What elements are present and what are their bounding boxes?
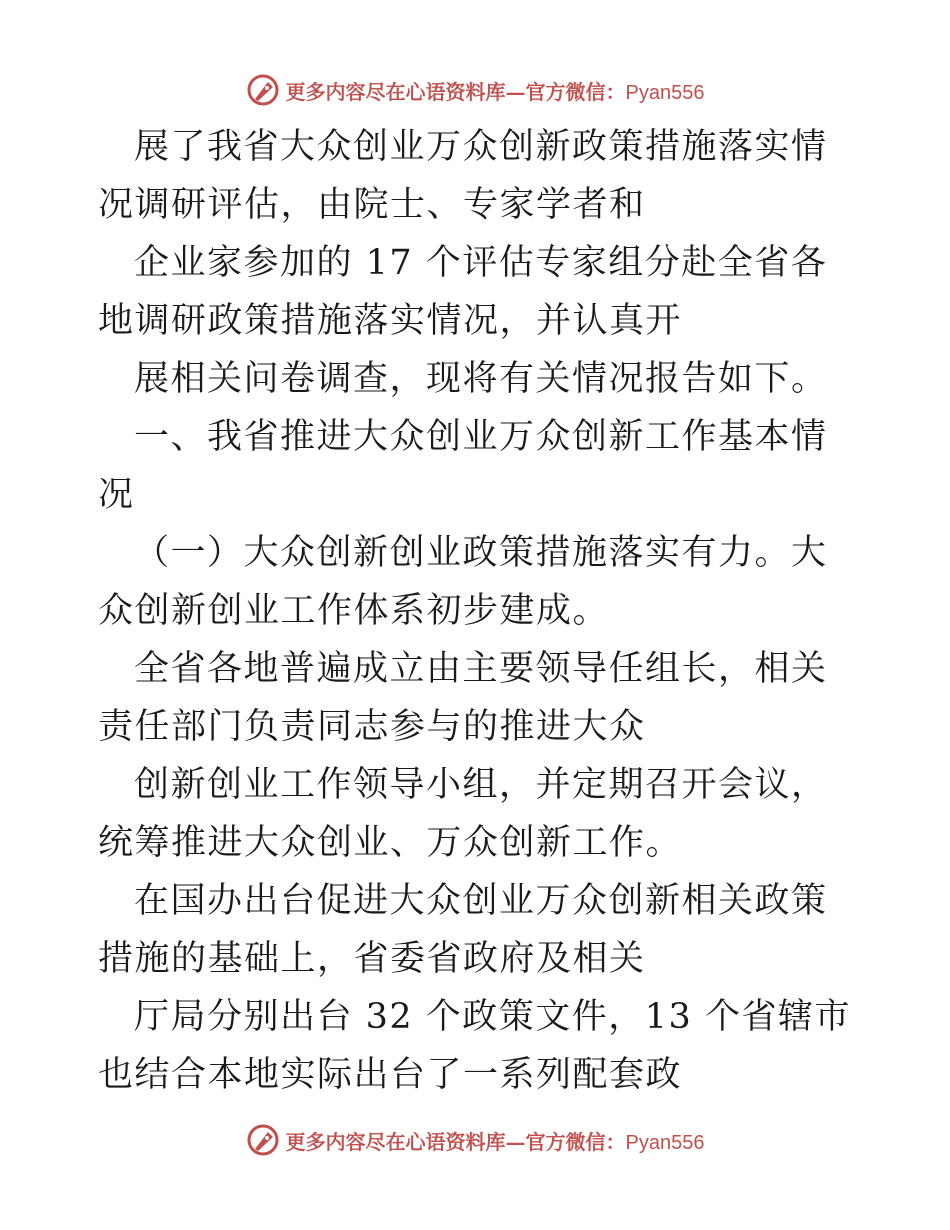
watermark-contact: Pyan556 — [625, 1131, 705, 1154]
paragraph: 创新创业工作领导小组，并定期召开会议，统筹推进大众创业、万众创新工作。 — [98, 765, 828, 863]
watermark-text: 更多内容尽在心语资料库—官方微信：Pyan556 — [285, 79, 705, 104]
watermark-footer — [0, 1120, 950, 1160]
paragraph: 全省各地普遍成立由主要领导任组长，相关责任部门负责同志参与的推进大众 — [98, 649, 828, 747]
section-heading: 一、我省推进大众创业万众创新工作基本情况 — [98, 417, 828, 515]
document-body — [98, 118, 858, 1104]
watermark-header — [0, 70, 950, 110]
pen-nib-logo-icon — [246, 73, 280, 107]
paragraph: 企业家参加的 17 个评估专家组分赴全省各地调研政策措施落实情况，并认真开 — [98, 243, 828, 341]
pen-nib-logo-icon — [246, 1123, 280, 1157]
paragraph: 展相关问卷调查，现将有关情况报告如下。 — [134, 359, 828, 399]
paragraph: （一）大众创新创业政策措施落实有力。大众创新创业工作体系初步建成。 — [98, 533, 828, 631]
paragraph: 展了我省大众创业万众创新政策措施落实情况调研评估，由院士、专家学者和 — [98, 127, 828, 225]
paragraph: 在国办出台促进大众创业万众创新相关政策措施的基础上，省委省政府及相关 — [98, 881, 828, 979]
paragraph: 厅局分别出台 32 个政策文件，13 个省辖市也结合本地实际出台了一系列配套政 — [98, 997, 851, 1095]
watermark-text: 更多内容尽在心语资料库—官方微信：Pyan556 — [285, 1129, 705, 1154]
watermark-contact: Pyan556 — [625, 81, 705, 104]
